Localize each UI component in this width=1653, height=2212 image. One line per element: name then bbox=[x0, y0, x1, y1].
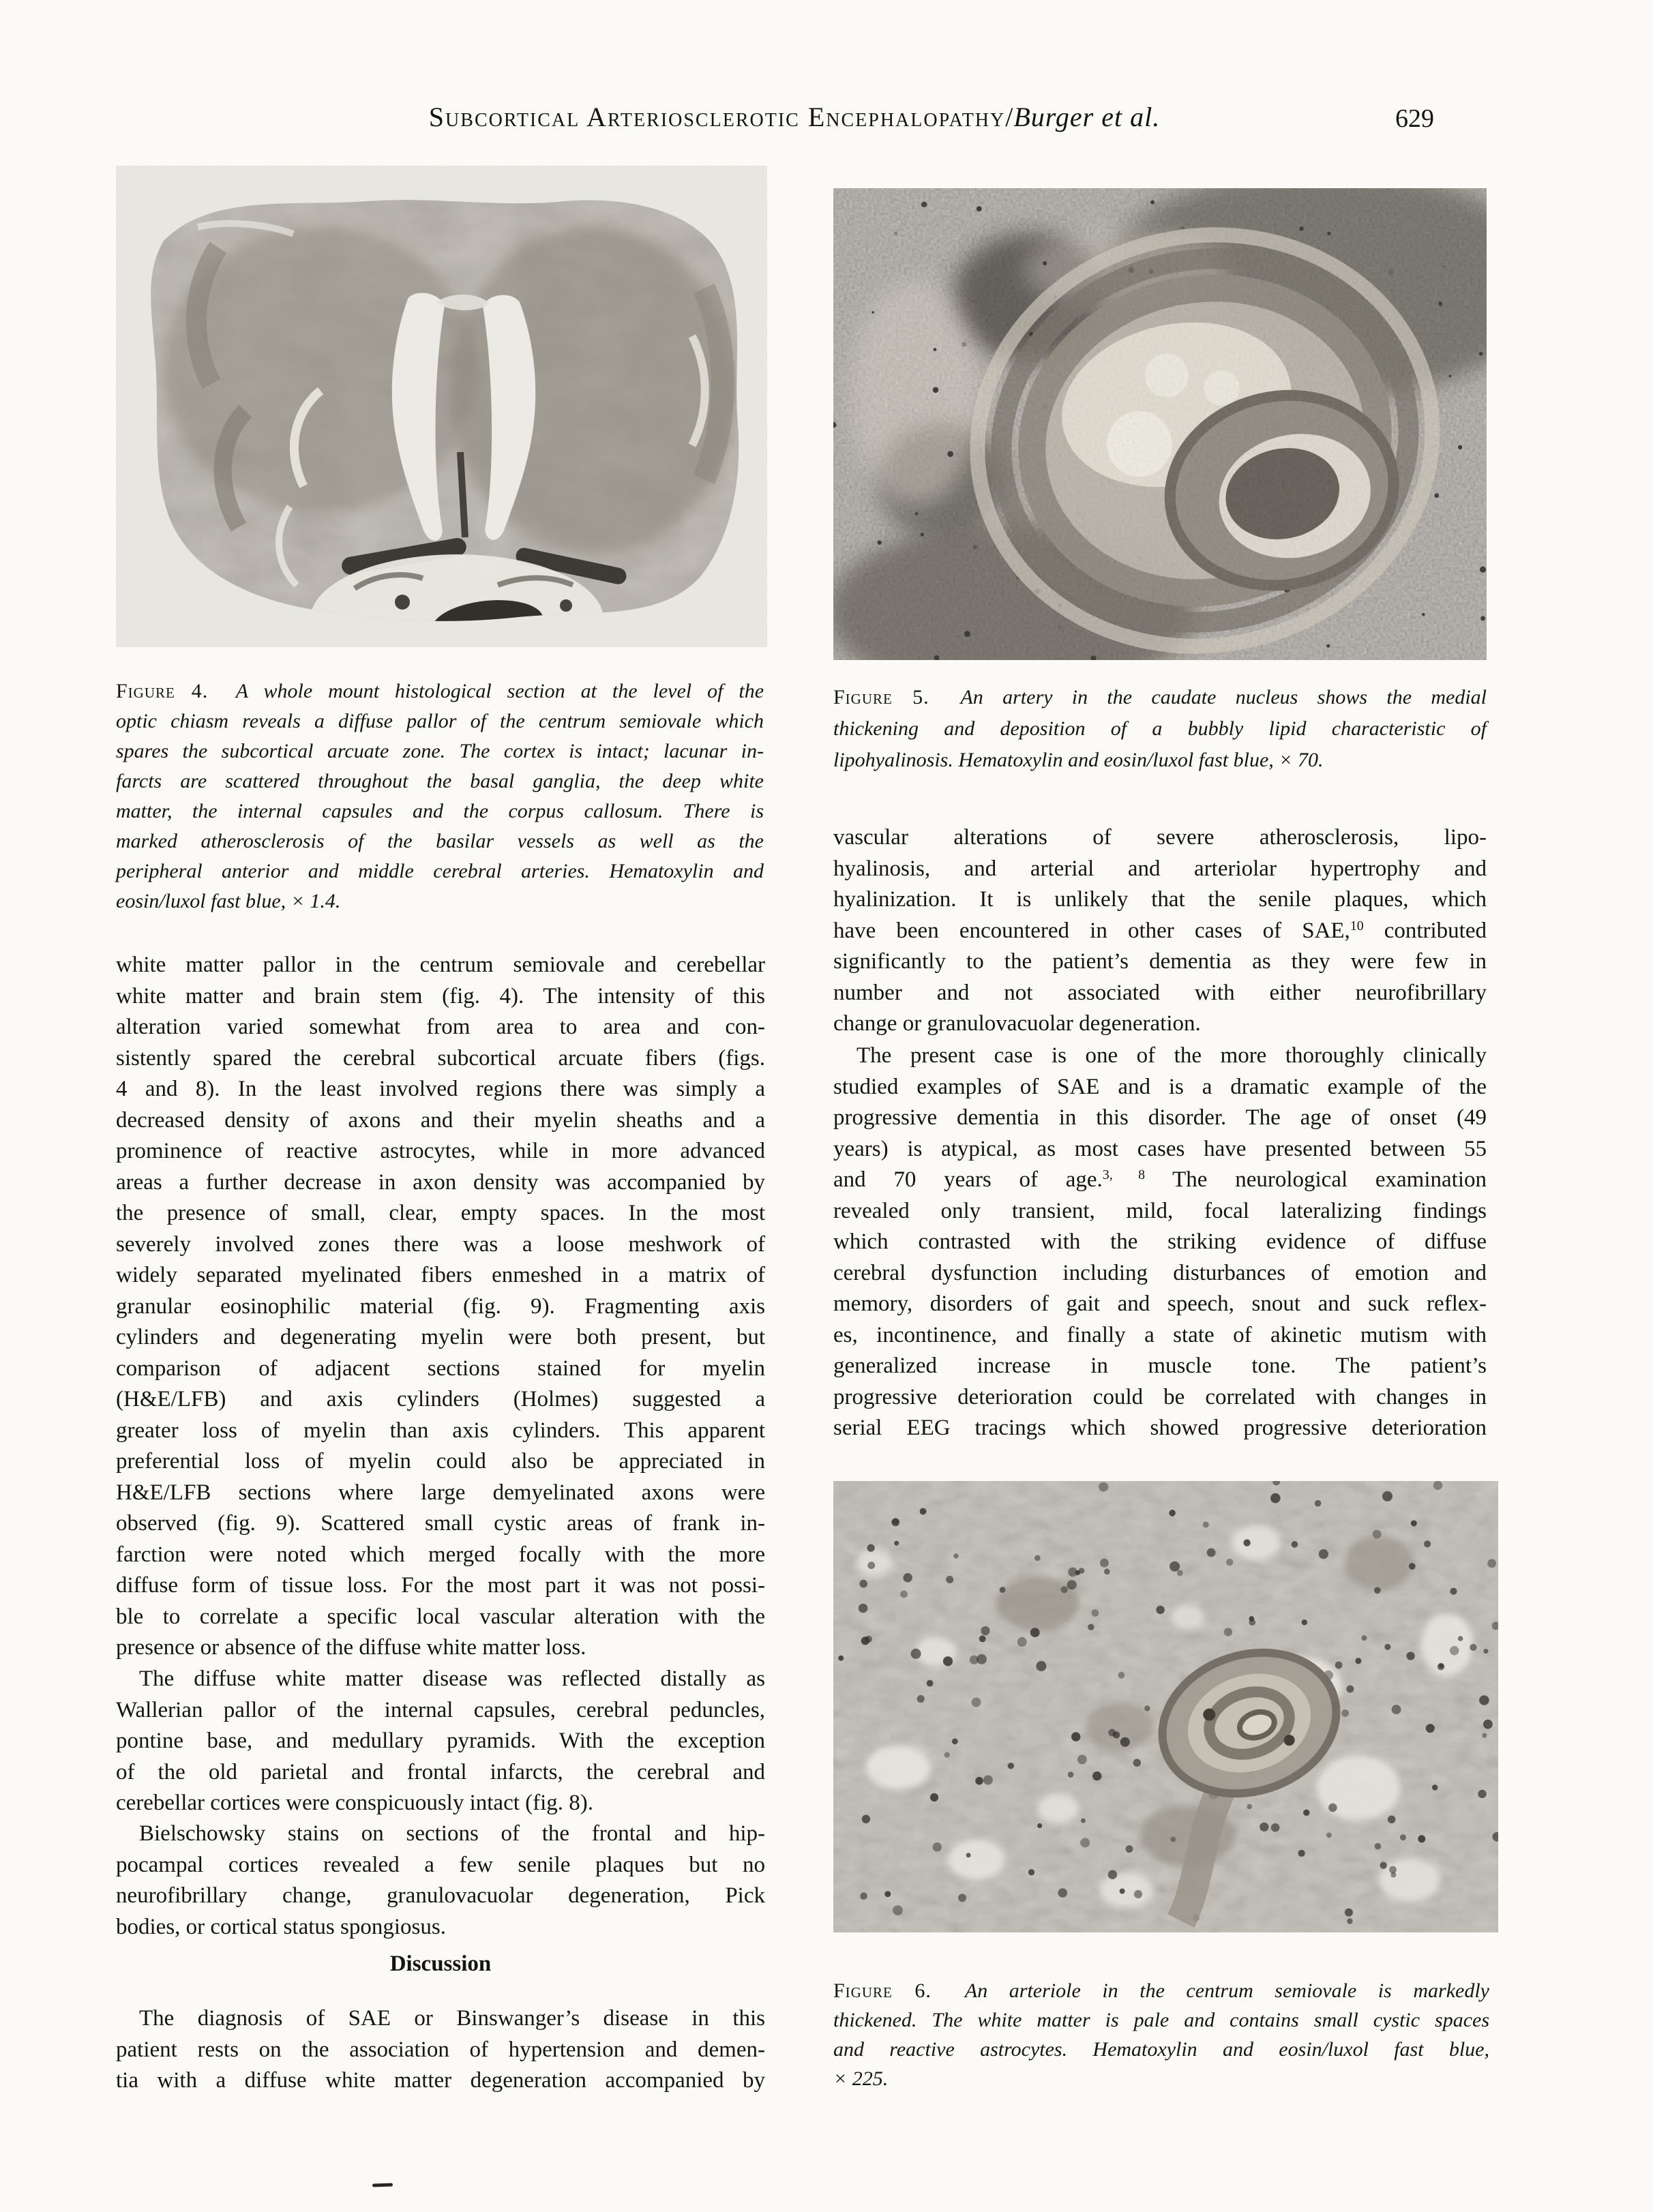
text-line: The diagnosis of SAE or Binswanger’s disease in this bbox=[139, 2006, 765, 2031]
text-line: pocampal cortices revealed a few senile plaques but no bbox=[116, 1852, 765, 1877]
figure4-caption bbox=[116, 676, 764, 916]
text-line: revealed only transient, mild, focal lateralizing findings bbox=[833, 1198, 1487, 1223]
text-line: neurofibrillary change, granulovacuolar degeneration, Pick bbox=[116, 1883, 765, 1908]
text-line: memory, disorders of gait and speech, snout and suck reflex- bbox=[833, 1291, 1487, 1316]
text-line: eosin/luxol fast blue, × 1.4. bbox=[116, 890, 341, 912]
figure5-image bbox=[833, 188, 1487, 660]
caption-first-line bbox=[833, 682, 1487, 713]
text-line: areas a further decrease in axon density was accompanied by bbox=[116, 1169, 765, 1195]
stray-mark bbox=[372, 2183, 393, 2187]
text-line: severely involved zones there was a loose meshwork of bbox=[116, 1231, 765, 1257]
running-head-separator: / bbox=[1005, 102, 1014, 132]
figure4-caption-lines bbox=[116, 706, 764, 916]
text-line: progressive deterioration could be correlated with changes in bbox=[833, 1384, 1487, 1409]
left-column-paragraph-2 bbox=[116, 1664, 765, 1819]
text-line: The present case is one of the more thoroughly clinically bbox=[857, 1043, 1487, 1068]
text-line: cerebellar cortices were conspicuously intact (fig. 8). bbox=[116, 1791, 594, 1815]
text-line: peripheral anterior and middle cerebral arteries. Hematoxylin and bbox=[116, 860, 764, 882]
text-line: and reactive astrocytes. Hematoxylin and eosin/luxol fast blue, bbox=[833, 2038, 1489, 2061]
text-line: diffuse form of tissue loss. For the most part it was not possi- bbox=[116, 1573, 765, 1598]
text-line: change or granulovacuolar degeneration. bbox=[833, 1011, 1201, 1036]
text-line: farcts are scattered throughout the basal ganglia, the deep white bbox=[116, 770, 764, 792]
text-line: optic chiasm reveals a diffuse pallor of the centrum semiovale which bbox=[116, 710, 764, 732]
figure4-label: Figure 4. bbox=[116, 680, 209, 702]
text-line: widely separated myelinated fibers enmeshed in a matrix of bbox=[116, 1263, 765, 1287]
text-line: preferential loss of myelin could also be appreciated in bbox=[116, 1449, 765, 1474]
running-head-authors: Burger et al. bbox=[1013, 102, 1161, 132]
text-line: cerebral dysfunction including disturbances of emotion and bbox=[833, 1260, 1487, 1285]
text-line: hyalinosis, and arterial and arteriolar hypertrophy and bbox=[833, 856, 1487, 881]
figure6-caption-lines bbox=[833, 2005, 1489, 2093]
text-line: studied examples of SAE and is a dramatic example of the bbox=[833, 1074, 1487, 1099]
text-line: of the old parietal and frontal infarcts, the cerebral and bbox=[116, 1759, 765, 1784]
text-line: pontine base, and medullary pyramids. With the exception bbox=[116, 1729, 765, 1753]
text-line: generalized increase in muscle tone. The patient’s bbox=[833, 1354, 1487, 1378]
text-line: prominence of reactive astrocytes, while in more advanced bbox=[116, 1139, 765, 1163]
text-line: × 225. bbox=[833, 2067, 889, 2090]
figure5-label: Figure 5. bbox=[833, 686, 929, 708]
text-line: lipohyalinosis. Hematoxylin and eosin/luxol fast blue, × 70. bbox=[833, 749, 1324, 771]
text-line: bodies, or cortical status spongiosus. bbox=[116, 1914, 446, 1939]
text-line: cylinders and degenerating myelin were both present, but bbox=[116, 1325, 765, 1349]
text-line: white matter and brain stem (fig. 4). The intensity of this bbox=[116, 983, 765, 1008]
text-line: granular eosinophilic material (fig. 9). Fragmenting axis bbox=[116, 1294, 765, 1319]
text-line: greater loss of myelin than axis cylinders. This apparent bbox=[116, 1418, 765, 1443]
text-line: significantly to the patient’s dementia as they were few in bbox=[833, 949, 1487, 974]
text-line: (H&E/LFB) and axis cylinders (Holmes) suggested a bbox=[116, 1387, 765, 1411]
text-line: sistently spared the cerebral subcortical arcuate fibers (figs. bbox=[116, 1045, 765, 1071]
right-column-paragraph-1 bbox=[833, 822, 1487, 1040]
text-line: es, incontinence, and finally a state of akinetic mutism with bbox=[833, 1322, 1487, 1347]
text-line: the presence of small, clear, empty spaces. In the most bbox=[116, 1201, 765, 1225]
text-line: white matter pallor in the centrum semiovale and cerebellar bbox=[116, 953, 765, 977]
text-line: presence or absence of the diffuse white matter loss. bbox=[116, 1635, 586, 1660]
text-line: have been encountered in other cases of SAE,$^{10}$ contributed bbox=[833, 918, 1487, 943]
text-line: which contrasted with the striking evidence of diffuse bbox=[833, 1229, 1487, 1254]
text-line: spares the subcortical arcuate zone. The cortex is intact; lacunar in- bbox=[116, 740, 764, 762]
text-line: thickening and deposition of a bubbly lipid characteristic of bbox=[833, 717, 1487, 740]
text-line: and 70 years of age.$^{3, 8}$ The neurological examination bbox=[833, 1167, 1487, 1192]
right-column-paragraph-2 bbox=[833, 1041, 1487, 1444]
text-line: matter, the internal capsules and the corpus callosum. There is bbox=[116, 800, 764, 822]
left-column-paragraph-1 bbox=[116, 950, 765, 1664]
figure4-image bbox=[116, 166, 767, 647]
text-line: decreased density of axons and their myelin sheaths and a bbox=[116, 1107, 765, 1133]
text-line: Bielschowsky stains on sections of the frontal and hip- bbox=[139, 1821, 765, 1846]
text-line: thickened. The white matter is pale and contains small cystic spaces bbox=[833, 2009, 1489, 2031]
text-line: observed (fig. 9). Scattered small cystic areas of frank in- bbox=[116, 1511, 765, 1536]
text-line: serial EEG tracings which showed progressive deterioration bbox=[833, 1416, 1487, 1440]
text-line: alteration varied somewhat from area to area and con- bbox=[116, 1015, 765, 1039]
text-line: patient rests on the association of hypertension and demen- bbox=[116, 2037, 765, 2062]
figure5-caption bbox=[833, 682, 1487, 776]
discussion-heading: Discussion bbox=[389, 1952, 492, 1976]
figure6-caption bbox=[833, 1976, 1489, 2093]
text-line: hyalinization. It is unlikely that the senile plaques, which bbox=[833, 887, 1487, 912]
text-line: ble to correlate a specific local vascular alteration with the bbox=[116, 1604, 765, 1629]
text-line: farction were noted which merged focally with the more bbox=[116, 1542, 765, 1567]
running-head-title: Subcortical Arteriosclerotic Encephalopathy bbox=[428, 102, 1006, 132]
text-line: tia with a diffuse white matter degeneration accompanied by bbox=[116, 2068, 765, 2093]
caption-text: An artery in the caudate nucleus shows the medial bbox=[960, 686, 1487, 708]
text-line: 4 and 8). In the least involved regions there was simply a bbox=[116, 1077, 765, 1101]
text-line: H&E/LFB sections where large demyelinated axons were bbox=[116, 1480, 765, 1505]
text-line: comparison of adjacent sections stained for myelin bbox=[116, 1356, 765, 1381]
text-line: number and not associated with either neurofibrillary bbox=[833, 980, 1487, 1005]
left-column-paragraph-4 bbox=[116, 2003, 765, 2097]
caption-first-line bbox=[833, 1976, 1489, 2005]
left-column-paragraph-3 bbox=[116, 1819, 765, 1943]
running-head bbox=[14, 101, 1575, 133]
caption-text: An arteriole in the centrum semiovale is markedly bbox=[964, 1979, 1489, 2002]
text-line: Wallerian pallor of the internal capsules, cerebral peduncles, bbox=[116, 1697, 765, 1722]
caption-text: A whole mount histological section at the level of the bbox=[235, 680, 764, 702]
text-line: years) is atypical, as most cases have presented between 55 bbox=[833, 1136, 1487, 1161]
page-number: 629 bbox=[1395, 104, 1434, 133]
figure6-image bbox=[833, 1481, 1498, 1932]
caption-first-line bbox=[116, 676, 764, 706]
text-line: marked atherosclerosis of the basilar vessels as well as the bbox=[116, 830, 764, 852]
figure6-label: Figure 6. bbox=[833, 1979, 932, 2002]
text-line: progressive dementia in this disorder. The age of onset (49 bbox=[833, 1105, 1487, 1130]
text-line: The diffuse white matter disease was reflected distally as bbox=[139, 1667, 765, 1691]
text-line: vascular alterations of severe atherosclerosis, lipo- bbox=[833, 825, 1487, 850]
figure5-caption-lines bbox=[833, 713, 1487, 776]
